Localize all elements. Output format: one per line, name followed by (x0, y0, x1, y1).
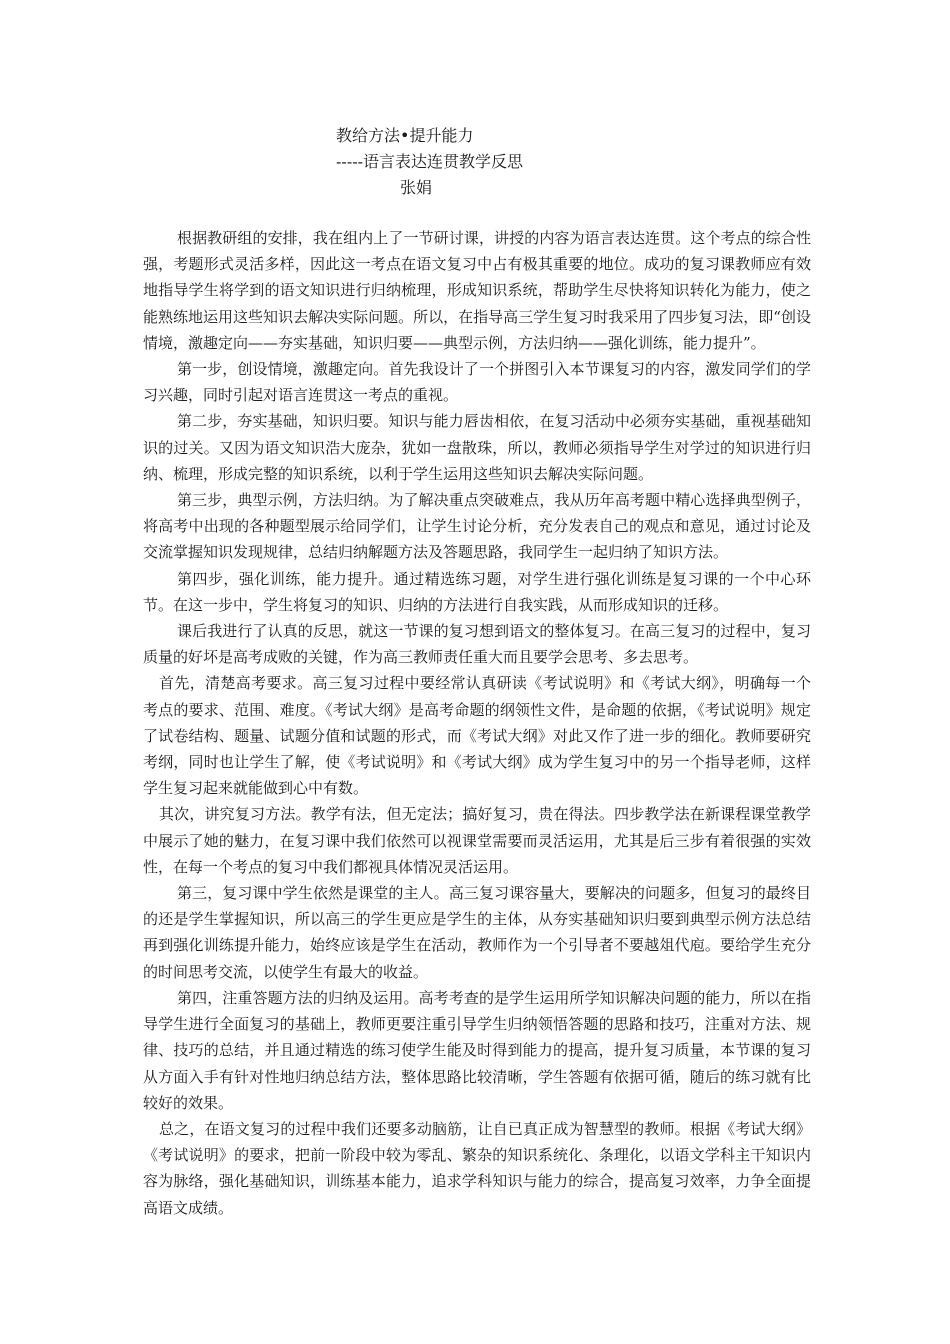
paragraph-fourth-point: 第四，注重答题方法的归纳及运用。高考考查的是学生运用所学知识解决问题的能力，所以在指导学生进行全面复习的基础上，教师更要注重引导学生归纳领悟答题的思路和技巧，注重对方法、规律、技巧的总结，并且通过精选的练习使学生能及时得到能力的提高，提升复习质量，本节课的复习从方面入手有针对性地归纳总结方法，整体思路比较清晰，学生答题有依据可循，随后的练习就有比较好的效果。 (143, 988, 811, 1112)
paragraph-intro: 根据教研组的安排，我在组内上了一节研讨课，讲授的内容为语言表达连贯。这个考点的综合性强，考题形式灵活多样，因此这一考点在语文复习中占有极其重要的地位。成功的复习课教师应有效地指导学生将学到的语文知识进行归纳梳理，形成知识系统，帮助学生尽快将知识转化为能力，使之能熟练地运用这些知识去解决实际问题。所以，在指导高三学生复习时我采用了四步复习法，即“创设情境，激趣定向——夯实基础，知识归要——典型示例，方法归纳——强化训练，能力提升”。 (143, 229, 811, 352)
paragraph-first-point: 首先，清楚高考要求。高三复习过程中要经常认真研读《考试说明》和《考试大纲》，明确每一个考点的要求、范围、难度。《考试大纲》是高考命题的纲领性文件，是命题的依据，《考试说明》规定了试卷结构、题量、试题分值和试题的形式，而《考试大纲》对此又作了进一步的细化。教师要研究考纲，同时也让学生了解，使《考试说明》和《考试大纲》成为学生复习中的另一个指导老师，这样学生复习起来就能做到心中有数。 (143, 674, 811, 798)
document-subtitle: -----语言表达连贯教学反思 (336, 152, 524, 171)
paragraph-step-1: 第一步，创设情境，激趣定向。首先我设计了一个拼图引入本节课复习的内容，激发同学们的学习兴趣，同时引起对语言连贯这一考点的重视。 (143, 360, 811, 405)
paragraph-reflection: 课后我进行了认真的反思，就这一节课的复习想到语文的整体复习。在高三复习的过程中，复习质量的好坏是高考成败的关键，作为高三教师责任重大而且要学会思考、多去思考。 (143, 622, 811, 667)
paragraph-step-3: 第三步，典型示例，方法归纳。为了解决重点突破难点，我从历年高考题中精心选择典型例子，将高考中出现的各种题型展示给同学们，让学生讨论分析，充分发表自己的观点和意见，通过讨论及交流掌握知识发现规律，总结归纳解题方法及答题思路，我同学生一起归纳了知识方法。 (143, 491, 811, 562)
document-body (143, 225, 811, 1221)
paragraph-conclusion: 总之，在语文复习的过程中我们还要多动脑筋，让自已真正成为智慧型的教师。根据《考试大纲》《考试说明》的要求，把前一阶段中较为零乱、繁杂的知识系统化、条理化，以语文学科主干知识内容为脉络，强化基础知识，训练基本能力，追求学科知识与能力的综合，提高复习效率，力争全面提高语文成绩。 (143, 1119, 811, 1217)
paragraph-third-point: 第三，复习课中学生依然是课堂的主人。高三复习课容量大，要解决的问题多，但复习的最终目的还是学生掌握知识，所以高三的学生更应是学生的主体，从夯实基础知识归要到典型示例方法总结再到强化训练提升能力，始终应该是学生在活动，教师作为一个引导者不要越俎代庖。要给学生充分的时间思考交流，以使学生有最大的收益。 (143, 884, 811, 981)
paragraph-second-point: 其次，讲究复习方法。教学有法，但无定法；搞好复习，贵在得法。四步教学法在新课程课堂教学中展示了她的魅力，在复习课中我们依然可以视课堂需要而灵活运用，尤其是后三步有着很强的实效性，在每一个考点的复习中我们都视具体情况灵活运用。 (143, 805, 811, 876)
document-title: 教给方法•提升能力 (336, 126, 474, 145)
paragraph-step-4: 第四步，强化训练，能力提升。通过精选练习题，对学生进行强化训练是复习课的一个中心环节。在这一步中，学生将复习的知识、归纳的方法进行自我实践，从而形成知识的迁移。 (143, 569, 811, 614)
paragraph-step-2: 第二步，夯实基础，知识归要。知识与能力唇齿相依，在复习活动中必须夯实基础，重视基础知识的过关。又因为语文知识浩大庞杂，犹如一盘散珠，所以，教师必须指导学生对学过的知识进行归纳、梳理，形成完整的知识系统，以利于学生运用这些知识去解决实际问题。 (143, 412, 811, 483)
document-author: 张娟 (400, 178, 433, 197)
